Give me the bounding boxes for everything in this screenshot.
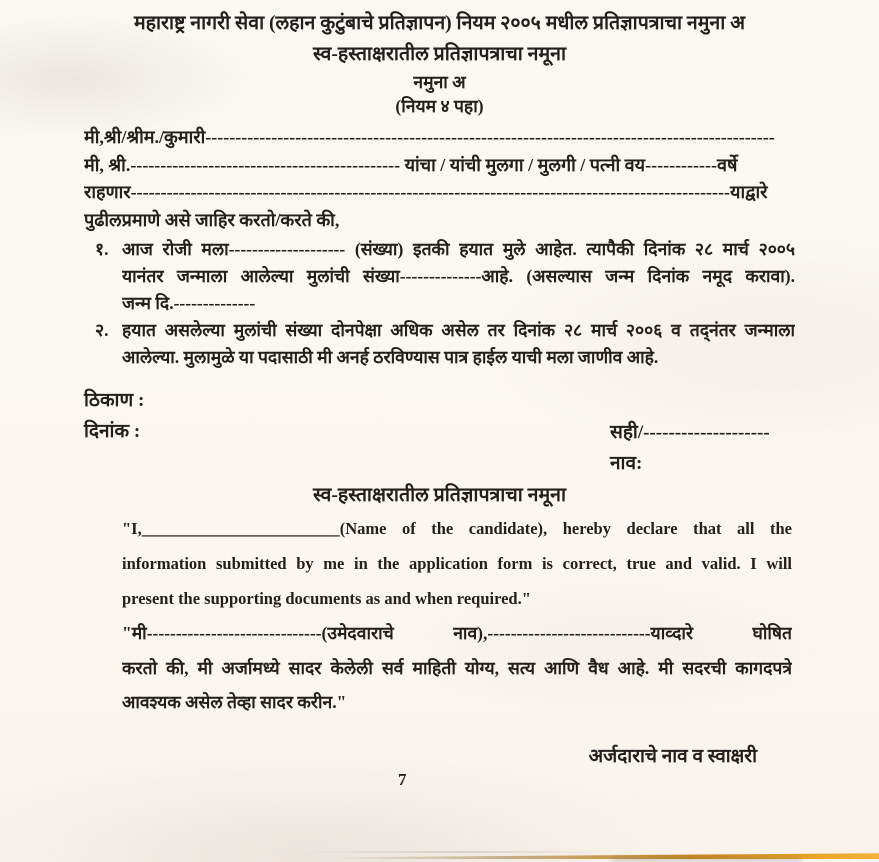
self-declaration-heading: स्व-हस्ताक्षरातील प्रतिज्ञापत्राचा नमूना xyxy=(312,485,567,506)
signature-line: सही/-------------------- xyxy=(610,422,770,443)
declaration-clauses xyxy=(84,236,795,371)
declarant-details-section xyxy=(84,124,795,234)
clause-1-body xyxy=(122,236,795,317)
english-declaration-paragraph xyxy=(122,511,792,616)
page-number: 7 xyxy=(398,770,407,789)
declaration-lead-line: पुढीलप्रमाणे असे जाहिर करतो/करते की, xyxy=(84,209,340,230)
declarant-name-line: मी,श्री/श्रीम./कुमारी----------------------------------------------------------------------------------------------- xyxy=(84,127,775,147)
name-label: नाव: xyxy=(610,453,643,474)
english-declaration-line-2: information submitted by me in the application form is correct, true and valid. I will xyxy=(122,554,792,573)
form-name: नमुना अ xyxy=(413,72,466,92)
clause-1-number: १. xyxy=(95,239,109,259)
clause-item-1 xyxy=(84,236,795,317)
marathi-declaration-paragraph xyxy=(122,616,792,720)
clause-1-line-2: यानंतर जन्माला आलेल्या मुलांची संख्या--------------आहे. (असल्यास जन्म दिनांक नमूद करावा). xyxy=(122,266,795,286)
signature-block xyxy=(610,417,770,479)
page-edge-shadow xyxy=(300,851,610,853)
applicant-signature-caption: अर्जदाराचे नाव व स्वाक्षरी xyxy=(588,746,757,767)
clause-2-body xyxy=(122,317,795,371)
document-header xyxy=(84,8,795,118)
clause-item-2 xyxy=(84,317,795,371)
marathi-declaration-line-1: "मी------------------------------(उमेदवाराचे नाव),----------------------------याव्दारे घोषित xyxy=(122,623,792,643)
relation-age-line: मी, श्री.--------------------------------------------- यांचा / यांची मुलगा / मुलगी / पत्नी वय------------वर्षे xyxy=(84,154,738,175)
clause-2-line-2: आलेल्या. मुलामुळे या पदासाठी मी अनर्ह ठरविण्यास पात्र हाईल याची मला जाणीव आहे. xyxy=(122,347,659,367)
clause-1-line-3: जन्म दि.-------------- xyxy=(122,293,256,313)
date-label: दिनांक : xyxy=(84,421,141,442)
clause-2-line-1: हयात असलेल्या मुलांची संख्या दोनपेक्षा अधिक असेल तर दिनांक २८ मार्च २००६ व तद्नंतर जन्माला xyxy=(122,320,795,340)
marathi-declaration-line-3: आवश्यक असेल तेव्हा सादर करीन." xyxy=(122,692,347,712)
document-title-line-1: महाराष्ट्र नागरी सेवा (लहान कुटुंबाचे प्रतिज्ञापन) नियम २००५ मधील प्रतिज्ञापत्राचा नमुना अ xyxy=(133,13,746,34)
form-document xyxy=(84,8,795,371)
residence-line: राहणार----------------------------------------------------------------------------------------------------याद्वारे xyxy=(84,182,768,202)
english-declaration-line-3: present the supporting documents as and when required." xyxy=(122,589,531,608)
english-declaration-line-1: "I,________________________(Name of the candidate), hereby declare that all the xyxy=(122,519,792,538)
clause-2-number: २. xyxy=(95,320,109,340)
document-title-line-2: स्व-हस्ताक्षरातील प्रतिज्ञापत्राचा नमूना xyxy=(312,44,567,65)
scan-smudge xyxy=(612,857,802,862)
clause-1-line-1: आज रोजी मला-------------------- (संख्या) इतकी हयात मुले आहेत. त्यापैकी दिनांक २८ मार्च २००५ xyxy=(122,239,795,259)
place-label: ठिकाण : xyxy=(84,390,145,411)
marathi-declaration-line-2: करतो की, मी अर्जामध्ये सादर केलेली सर्व माहिती योग्य, सत्य आणि वैध आहे. मी सदरची कागदपत्रे xyxy=(122,657,792,678)
rule-reference: (नियम ४ पहा) xyxy=(395,96,484,116)
